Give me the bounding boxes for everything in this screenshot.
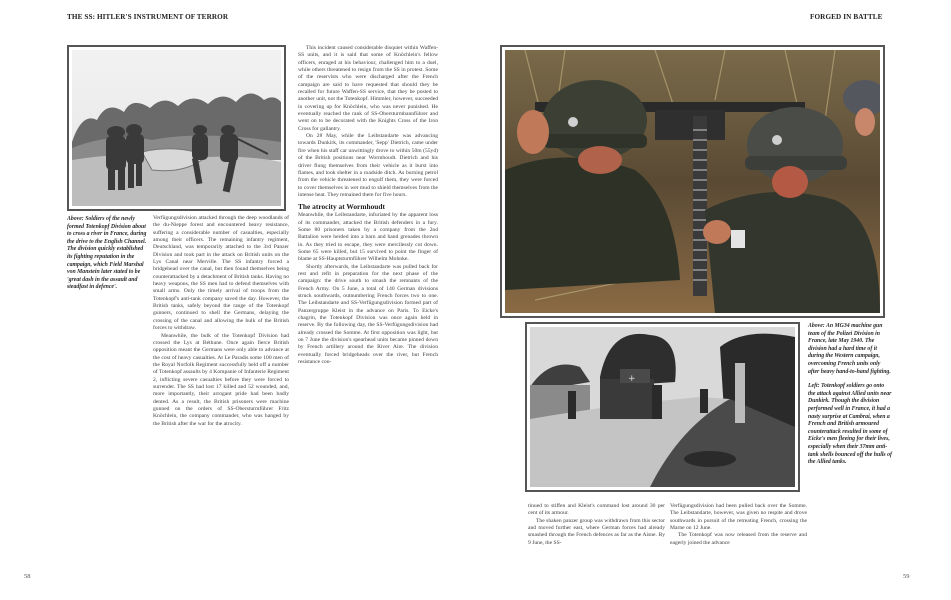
photo-mg34-team: [500, 45, 885, 318]
caption-left-photo: [67, 216, 150, 299]
paragraph: Verfügungsdivision attacked through the deep woodlands of the du-Nieppe forest and encountered heavy resistance, suffering a considerable number of casualties, especially among their officers. The remaining infantry regiment, Deutschland, was temporarily attached to the 3rd Panzer Division and took part in the attack on British units on the Lys Canal near Merville. The SS infantry forced a bridgehead over the canal, but then found themselves being counterattacked by a detachment of British tanks. Having no heavy weapons, the SS men had to defend themselves with small arms. Only the timely arrival of troops from the Totenkopf's anti-tank company saved the day. However, the British tanks, safely beyond the range of the Totenkopf gunners, continued to shell the Germans, delaying the crossing of the canal and allowing the bulk of the British forces to withdraw.: [153, 215, 289, 332]
subheading-wormhoudt: The atrocity at Wormhoudt: [298, 202, 385, 212]
page-number-right: 59: [903, 573, 910, 580]
column-left-2: [298, 45, 438, 366]
paragraph: Meanwhile, the Leibstandarte, infuriated by the apparent loss of its commander, attacked the British defenders in a fury. Some 80 prisoners taken by a company from the 2nd Battalion were herded into a barn and hand grenades thrown in. As they tried to escape, they were mercilessly cut down. Some 65 were killed, but 15 survived to point the finger of blame at SS-Hauptsturmführer Wilhelm Mohnke.: [298, 212, 438, 263]
paragraph: Shortly afterwards, the Leibstandarte was pulled back for rest and refit in preparation for the next phase of the campaign: the drive south to smash the remnants of the French Army. On 5 June, a total of 140 German divisions struck southwards, outnumbering French forces two to one. The Leibstandarte and SS-Verfügungsdivision formed part of Panzergruppe Kleist in the advance on Paris. To Eicke's chagrin, the Totenkopf Division was once again held in reserve. By the following day, the SS-Verfügungsdivision had already crossed the Somme. At first opposition was light, but on 7 June the division's spearhead units became pinned down by French artillery around the River Aire. The division eventually forced bridgeheads over the river, but French resistance con-: [298, 263, 438, 366]
totenkopf-advance-image: [530, 327, 795, 487]
paragraph: This incident caused considerable disquiet within Waffen-SS units, and it is said that some of Knöchlein's fellow officers, enraged at his behaviour, challenged him to a duel, while others threatened to resign from the SS in protest. Some of the reservists who were discharged after the French campaign are said to have requested that should they be recalled for future Waffen-SS service, that they be posted to another unit, not the Totenkopf. Himmler, however, succeeded in covering up for Knöchlein, who was never punished. He eventually reached the rank of SS-Obersturmbannführer and went on to be decorated with the Knights Cross of the Iron Cross for gallantry.: [298, 45, 438, 132]
caption-mg34: Above: An MG34 machine gun team of the Polizei Division in France, late May 1940. The division had a hard time of it during the Western campaign, overcoming French units only after heavy hand-to-hand fighting.: [808, 323, 891, 375]
river-crossing-image: [72, 50, 281, 206]
paragraph: The Totenkopf was now released from the reserve and eagerly joined the advance: [670, 532, 807, 546]
column-right-1: [528, 503, 665, 547]
page-number-left: 58: [24, 573, 31, 580]
running-head-right: FORGED IN BATTLE: [810, 13, 883, 21]
caption-text: Above: Soldiers of the newly formed Totenkopf Division about to cross a river in France, during the drive to the English Channel. The division quickly established its fighting reputation in the campaign, which Field Marshal von Manstein later stated to be 'great dash in the assault and steadfast in defence'.: [67, 216, 147, 291]
mg34-team-image: [505, 50, 880, 313]
paragraph: On 28 May, while the Leibstandarte was advancing towards Dunkirk, its commander, 'Sepp' Dietrich, came under fire when his staff car unwittingly drove to within 50m (55yd) of the British positions near Wormhoudt. Dietrich and his driver flung themselves from their vehicle as it burst into flames, and took shelter in a roadside ditch. As burning petrol from the vehicle threatened to engulf them, they were forced to cover themselves in wet mud to shield themselves from the intense heat. They remained there for five hours.: [298, 133, 438, 198]
photo-totenkopf-advance: [525, 322, 800, 492]
paragraph: Verfügungsdivision had been pulled back over the Somme. The Leibstandarte, however, was given no respite and drove southwards in pursuit of the retreating French, crossing the Marne on 12 June.: [670, 503, 807, 532]
column-left-1: [153, 215, 289, 428]
paragraph: Meanwhile, the bulk of the Totenkopf Division had crossed the Lys at Béthune. Once again fierce British opposition meant the Germans were only able to advance at the cost of heavy casualties. At Le Paradis some 100 men of the Royal Norfolk Regiment successfully held off a number of Totenkopf assaults by 4 Kompanie of Infanterie Regiment 2, inflicting severe casualties before they were forced to surrender. The SS had lost 17 killed and 52 wounded, and, more importantly, their arrogant pride had been badly dented. As a result, the British prisoners were machine gunned on the orders of SS-Obersturmführer Fritz Knöchlein, the company commander, who was hanged by the British after the war for the atrocity.: [153, 332, 289, 427]
svg-text:+: +: [628, 374, 636, 384]
caption-right-photos: [808, 323, 892, 474]
running-head-left: THE SS: HITLER'S INSTRUMENT OF TERROR: [67, 13, 229, 21]
photo-river-crossing: [67, 45, 286, 211]
caption-totenkopf: Left: Totenkopf soldiers go onto the attack against Allied units near Dunkirk. Though the division performed well in France, it had a nasty surprise at Cambrai, when a French and British armoured counterattack resulted in some of Eicke's men fleeing for their lives, especially when their 37mm anti-tank shells bounced off the hulls of the Allied tanks.: [808, 383, 892, 466]
column-right-2: [670, 503, 807, 547]
paragraph: tinued to stiffen and Kleist's command lost around 30 per cent of its armour.: [528, 503, 665, 517]
paragraph: The shaken panzer group was withdrawn from this sector and moved further east, where German forces had already smashed through the French defences as far as the Aisne. By 9 June, the SS-: [528, 517, 665, 546]
